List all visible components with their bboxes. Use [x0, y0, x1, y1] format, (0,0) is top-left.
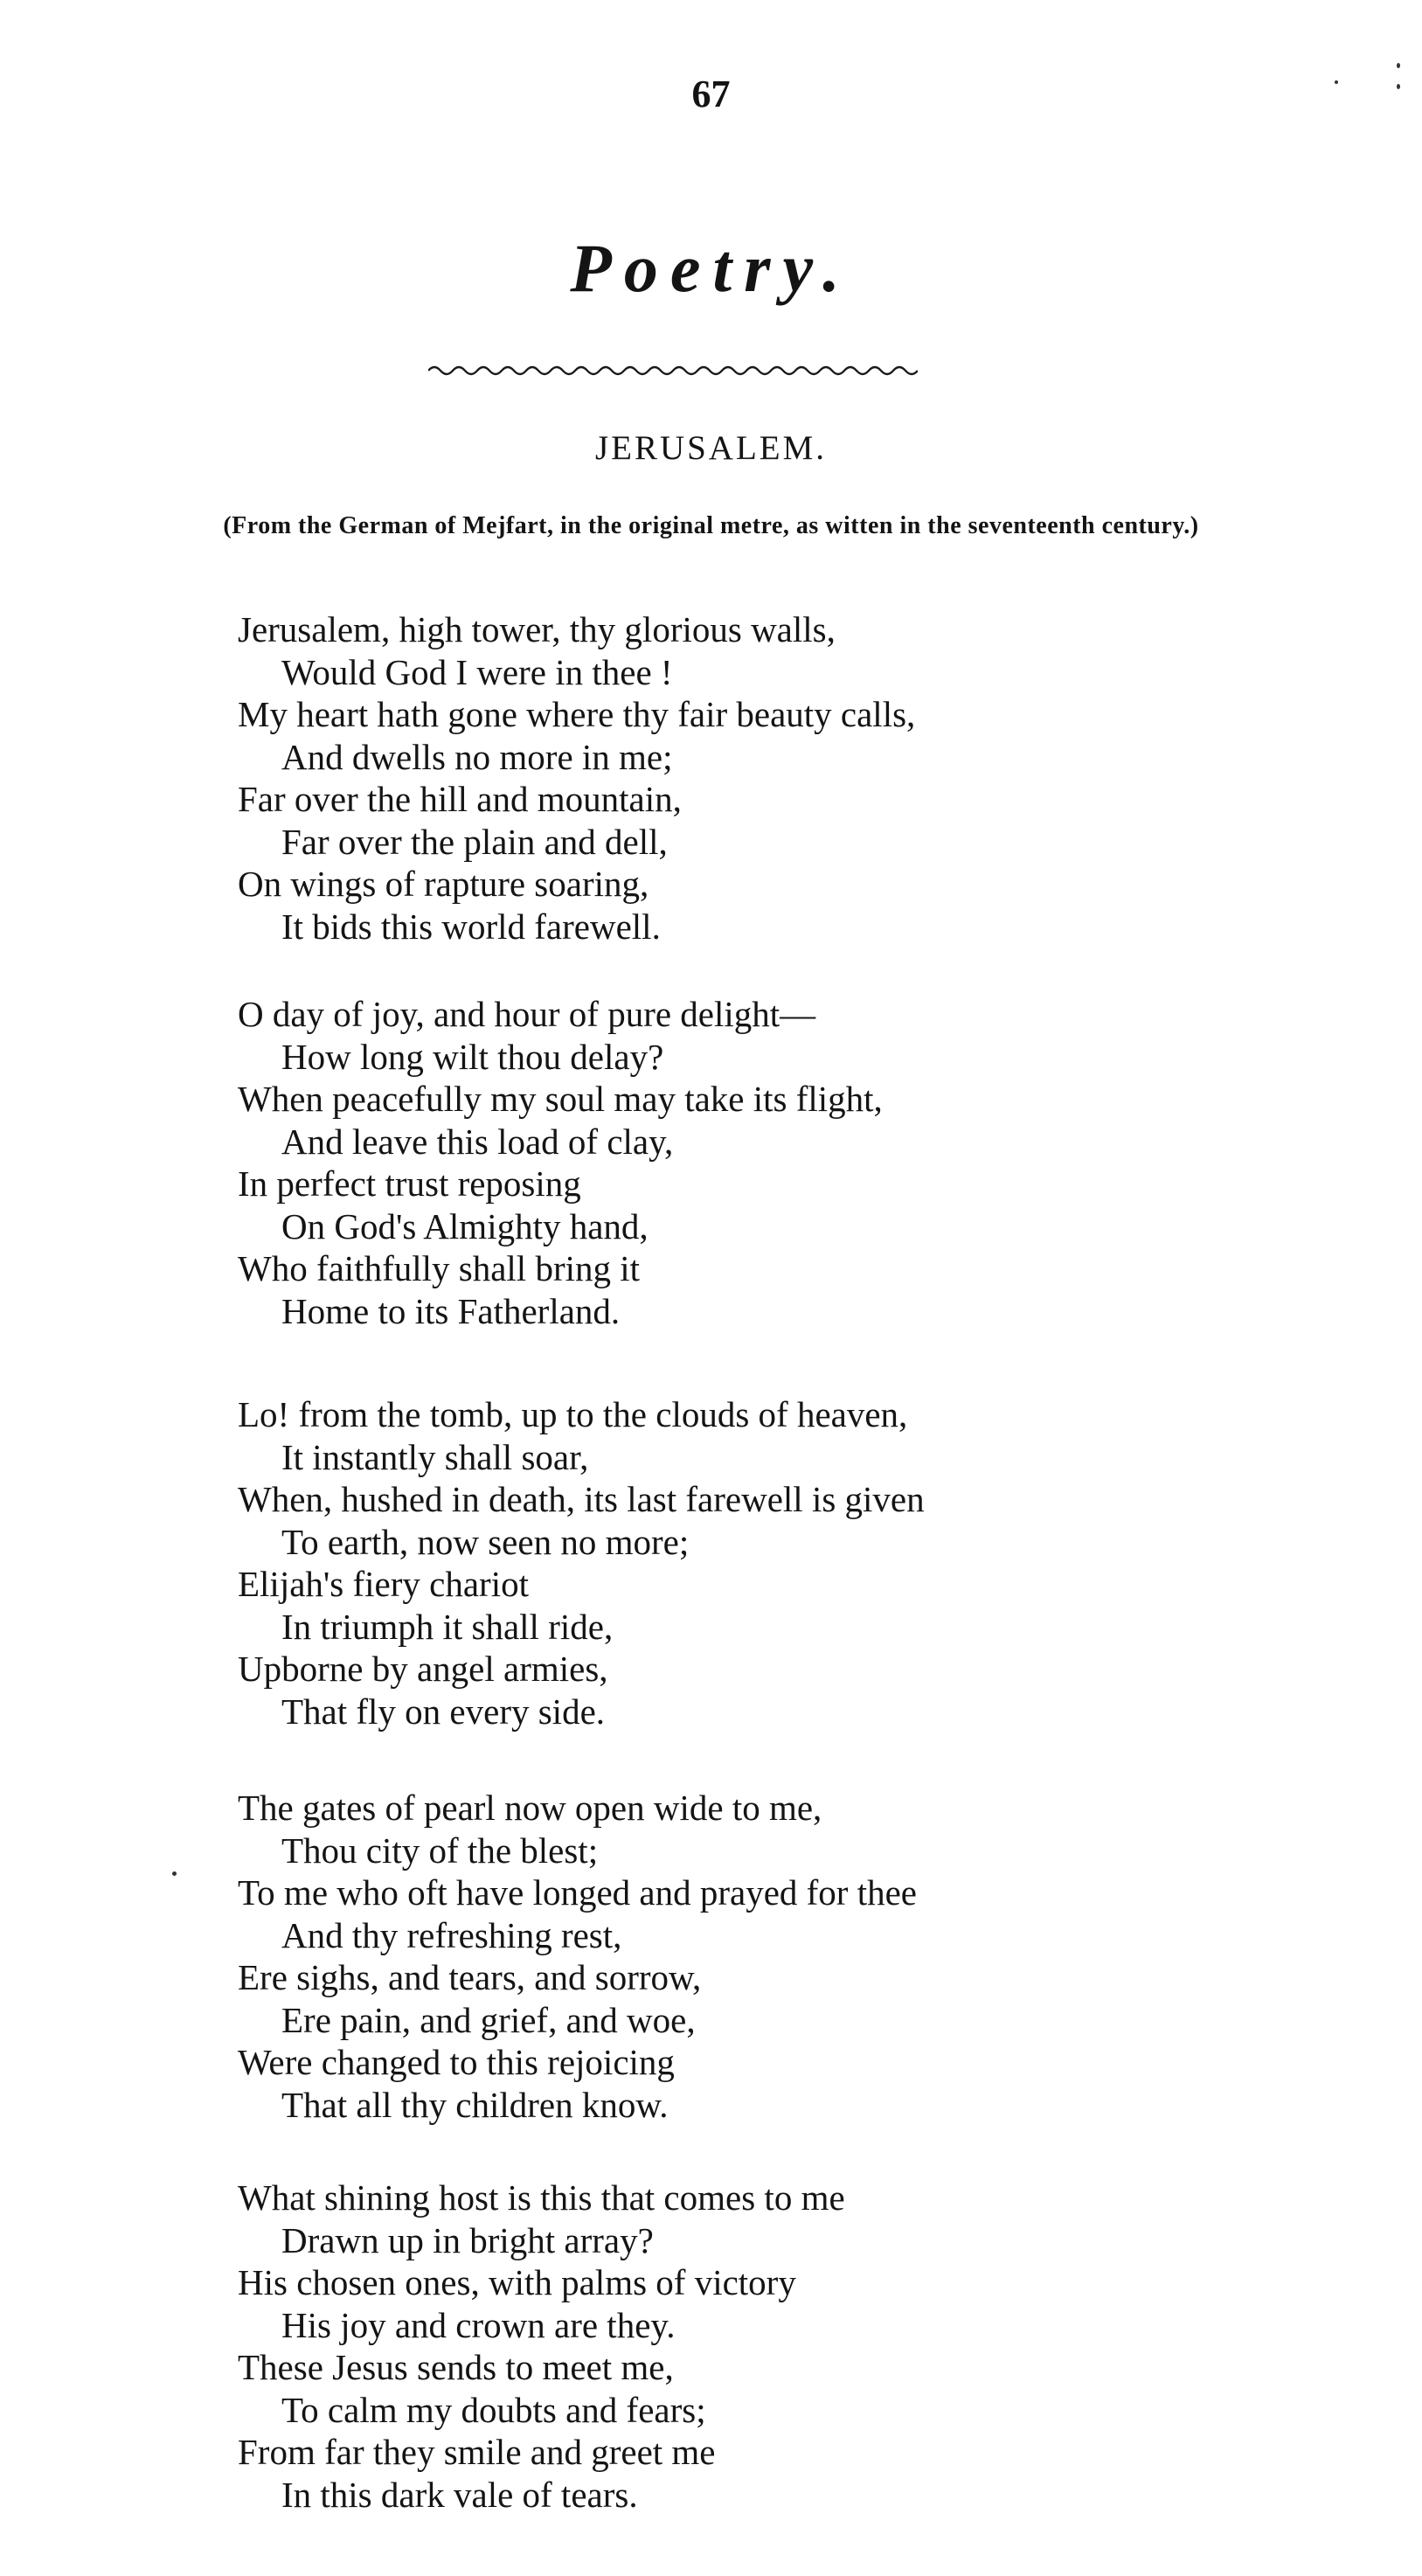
stanza-4 [238, 1787, 1287, 2126]
poem-line: On God's Almighty hand, [281, 1205, 649, 1246]
poem-line: In this dark vale of tears. [281, 2474, 638, 2515]
poem-line: Ere sighs, and tears, and sorrow, [238, 1957, 702, 1997]
scan-speck [172, 1871, 177, 1876]
poem-line: Ere pain, and grief, and woe, [281, 1999, 696, 2040]
poem-line: That all thy children know. [281, 2084, 669, 2125]
poem-line: Elijah's fiery chariot [238, 1564, 529, 1604]
poem-line: The gates of pearl now open wide to me, [238, 1788, 822, 1828]
attribution-note: (From the German of Mejfart, in the original metre, as witten in the seventeenth century.) [223, 512, 1199, 539]
poem-line: Would God I were in thee ! [281, 651, 673, 692]
stanza-3 [238, 1393, 1287, 1732]
page-number: 67 [691, 73, 731, 115]
poem-line: Far over the plain and dell, [281, 821, 668, 862]
decorative-wavy-rule [428, 360, 918, 381]
poem-line: On wings of rapture soaring, [238, 864, 649, 904]
poem-line: Who faithfully shall bring it [238, 1248, 641, 1288]
poem-line: Were changed to this rejoicing [238, 2042, 675, 2082]
poem-line: To earth, now seen no more; [281, 1521, 690, 1562]
poem-line: To calm my doubts and fears; [281, 2389, 706, 2430]
poem-line: In perfect trust reposing [238, 1163, 581, 1204]
stanza-2 [238, 993, 1287, 1332]
poem-line: When, hushed in death, its last farewell is given [238, 1479, 925, 1519]
poem-line: O day of joy, and hour of pure delight— [238, 994, 816, 1034]
poem-line: My heart hath gone where thy fair beauty calls, [238, 694, 916, 734]
poem-line: To me who oft have longed and prayed for thee [238, 1872, 917, 1913]
poem-line: These Jesus sends to meet me, [238, 2347, 674, 2387]
poem-line: His joy and crown are they. [281, 2304, 676, 2345]
scan-speck [1397, 63, 1400, 68]
section-title: Poetry. [570, 230, 852, 306]
poem-line: Jerusalem, high tower, thy glorious walls, [238, 609, 836, 649]
poem-line: When peacefully my soul may take its flight, [238, 1079, 883, 1119]
stanza-5 [238, 2177, 1287, 2516]
scan-speck [1335, 80, 1338, 84]
scan-speck [1397, 84, 1400, 89]
stanza-1 [238, 608, 1287, 948]
poem-line: Upborne by angel armies, [238, 1649, 608, 1689]
poem-line: It bids this world farewell. [281, 906, 661, 947]
poem-line: And thy refreshing rest, [281, 1914, 622, 1955]
poem-line: And leave this load of clay, [281, 1121, 674, 1162]
poem-line: Thou city of the blest; [281, 1830, 599, 1871]
poem-line: His chosen ones, with palms of victory [238, 2262, 796, 2302]
poem-line: From far they smile and greet me [238, 2432, 716, 2472]
poem-title: JERUSALEM. [594, 429, 828, 467]
poem-line: How long wilt thou delay? [281, 1036, 664, 1077]
poem-line: And dwells no more in me; [281, 736, 673, 777]
poem-line: Lo! from the tomb, up to the clouds of heaven, [238, 1394, 908, 1434]
poem-line: In triumph it shall ride, [281, 1606, 614, 1647]
poem-line: What shining host is this that comes to me [238, 2177, 845, 2218]
poem-line: Home to its Fatherland. [281, 1290, 621, 1331]
poem-line: Drawn up in bright array? [281, 2219, 654, 2260]
poem-line: Far over the hill and mountain, [238, 779, 682, 819]
poem-line: That fly on every side. [281, 1691, 606, 1732]
poem-line: It instantly shall soar, [281, 1436, 589, 1477]
